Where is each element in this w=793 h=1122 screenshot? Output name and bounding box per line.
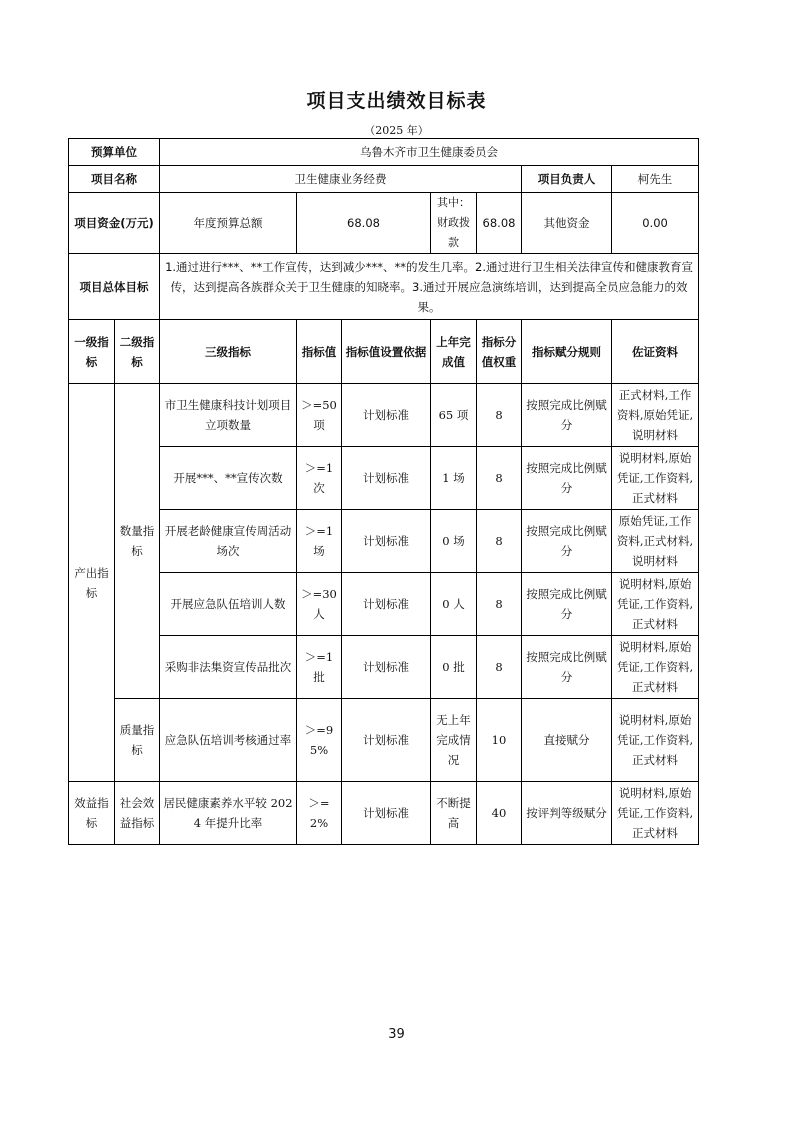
table-row	[69, 384, 699, 447]
indicator-value-cell: ＞=1批	[297, 636, 342, 699]
table-row	[69, 510, 699, 573]
table-row	[69, 447, 699, 510]
group-quality-indicator: 质量指标	[115, 699, 160, 782]
basis-cell: 计划标准	[342, 384, 431, 447]
page-number: 39	[388, 1027, 405, 1042]
responsible-value: 柯先生	[612, 166, 699, 193]
rule-cell: 按照完成比例赋分	[522, 510, 612, 573]
overall-goal-row	[69, 254, 699, 320]
basis-cell: 计划标准	[342, 510, 431, 573]
performance-table	[68, 138, 699, 845]
group-benefit-indicator: 效益指标	[69, 782, 115, 845]
project-name-label: 项目名称	[69, 166, 160, 193]
column-header-row	[69, 320, 699, 384]
rule-cell: 按照完成比例赋分	[522, 636, 612, 699]
basis-cell: 计划标准	[342, 699, 431, 782]
overall-goal-label: 项目总体目标	[69, 254, 160, 320]
weight-cell: 8	[477, 510, 522, 573]
weight-cell: 10	[477, 699, 522, 782]
indicator-value-cell: ＞=50项	[297, 384, 342, 447]
rule-cell: 按评判等级赋分	[522, 782, 612, 845]
other-funds-label: 其他资金	[522, 193, 612, 254]
project-name-row	[69, 166, 699, 193]
weight-cell: 8	[477, 573, 522, 636]
rule-cell: 按照完成比例赋分	[522, 384, 612, 447]
basis-cell: 计划标准	[342, 573, 431, 636]
indicator-value-cell: ＞=30人	[297, 573, 342, 636]
last-year-cell: 0 人	[431, 573, 477, 636]
other-funds-value: 0.00	[612, 193, 699, 254]
project-funds-label: 项目资金(万元)	[69, 193, 160, 254]
last-year-cell: 不断提高	[431, 782, 477, 845]
evidence-cell: 说明材料,原始凭证,工作资料,正式材料	[612, 782, 699, 845]
col-level3-header: 三级指标	[160, 320, 297, 384]
last-year-cell: 0 批	[431, 636, 477, 699]
col-last-year-header: 上年完成值	[431, 320, 477, 384]
responsible-label: 项目负责人	[522, 166, 612, 193]
weight-cell: 8	[477, 636, 522, 699]
budget-unit-label: 预算单位	[69, 139, 160, 166]
level3-cell: 开展老龄健康宣传周活动场次	[160, 510, 297, 573]
indicator-value-cell: ＞=2%	[297, 782, 342, 845]
budget-unit-value: 乌鲁木齐市卫生健康委员会	[160, 139, 699, 166]
annual-budget-value: 68.08	[297, 193, 431, 254]
level3-cell: 开展应急队伍培训人数	[160, 573, 297, 636]
project-funds-row	[69, 193, 699, 254]
last-year-cell: 1 场	[431, 447, 477, 510]
level3-cell: 开展***、**宣传次数	[160, 447, 297, 510]
col-level2-header: 二级指标	[115, 320, 160, 384]
table-row	[69, 782, 699, 845]
weight-cell: 40	[477, 782, 522, 845]
last-year-cell: 无上年完成情况	[431, 699, 477, 782]
evidence-cell: 说明材料,原始凭证,工作资料,正式材料	[612, 699, 699, 782]
indicator-value-cell: ＞=95%	[297, 699, 342, 782]
rule-cell: 直接赋分	[522, 699, 612, 782]
budget-unit-row	[69, 139, 699, 166]
level3-cell: 采购非法集资宣传品批次	[160, 636, 297, 699]
group-social-benefit-indicator: 社会效益指标	[115, 782, 160, 845]
level3-cell: 居民健康素养水平较 2024 年提升比率	[160, 782, 297, 845]
evidence-cell: 说明材料,原始凭证,工作资料,正式材料	[612, 573, 699, 636]
weight-cell: 8	[477, 384, 522, 447]
level3-cell: 应急队伍培训考核通过率	[160, 699, 297, 782]
last-year-cell: 65 项	[431, 384, 477, 447]
annual-budget-label: 年度预算总额	[160, 193, 297, 254]
col-rule-header: 指标赋分规则	[522, 320, 612, 384]
col-basis-header: 指标值设置依据	[342, 320, 431, 384]
fiscal-value: 68.08	[477, 193, 522, 254]
col-level1-header: 一级指标	[69, 320, 115, 384]
basis-cell: 计划标准	[342, 782, 431, 845]
evidence-cell: 说明材料,原始凭证,工作资料,正式材料	[612, 447, 699, 510]
basis-cell: 计划标准	[342, 636, 431, 699]
indicator-value-cell: ＞=1次	[297, 447, 342, 510]
fiscal-label: 其中：财政拨款	[431, 193, 477, 254]
group-output-indicator: 产出指标	[69, 384, 115, 782]
year-subtitle: （2025 年）	[364, 124, 429, 137]
weight-cell: 8	[477, 447, 522, 510]
evidence-cell: 原始凭证,工作资料,正式材料,说明材料	[612, 510, 699, 573]
evidence-cell: 说明材料,原始凭证,工作资料,正式材料	[612, 636, 699, 699]
overall-goal-text: 1.通过进行***、**工作宣传，达到减少***、**的发生几率。2.通过进行卫生相关法律宣传和健康教育宣传，达到提高各族群众关于卫生健康的知晓率。3.通过开展应急演练培训，达到提高全员应急能力的效果。	[160, 254, 699, 320]
last-year-cell: 0 场	[431, 510, 477, 573]
indicator-value-cell: ＞=1场	[297, 510, 342, 573]
project-name-value: 卫生健康业务经费	[160, 166, 522, 193]
table-row	[69, 699, 699, 782]
group-quantity-indicator: 数量指标	[115, 384, 160, 699]
rule-cell: 按照完成比例赋分	[522, 447, 612, 510]
table-row	[69, 573, 699, 636]
col-value-header: 指标值	[297, 320, 342, 384]
col-evidence-header: 佐证资料	[612, 320, 699, 384]
evidence-cell: 正式材料,工作资料,原始凭证,说明材料	[612, 384, 699, 447]
col-weight-header: 指标分值权重	[477, 320, 522, 384]
rule-cell: 按照完成比例赋分	[522, 573, 612, 636]
page-title: 项目支出绩效目标表	[306, 90, 487, 112]
level3-cell: 市卫生健康科技计划项目立项数量	[160, 384, 297, 447]
basis-cell: 计划标准	[342, 447, 431, 510]
table-row	[69, 636, 699, 699]
